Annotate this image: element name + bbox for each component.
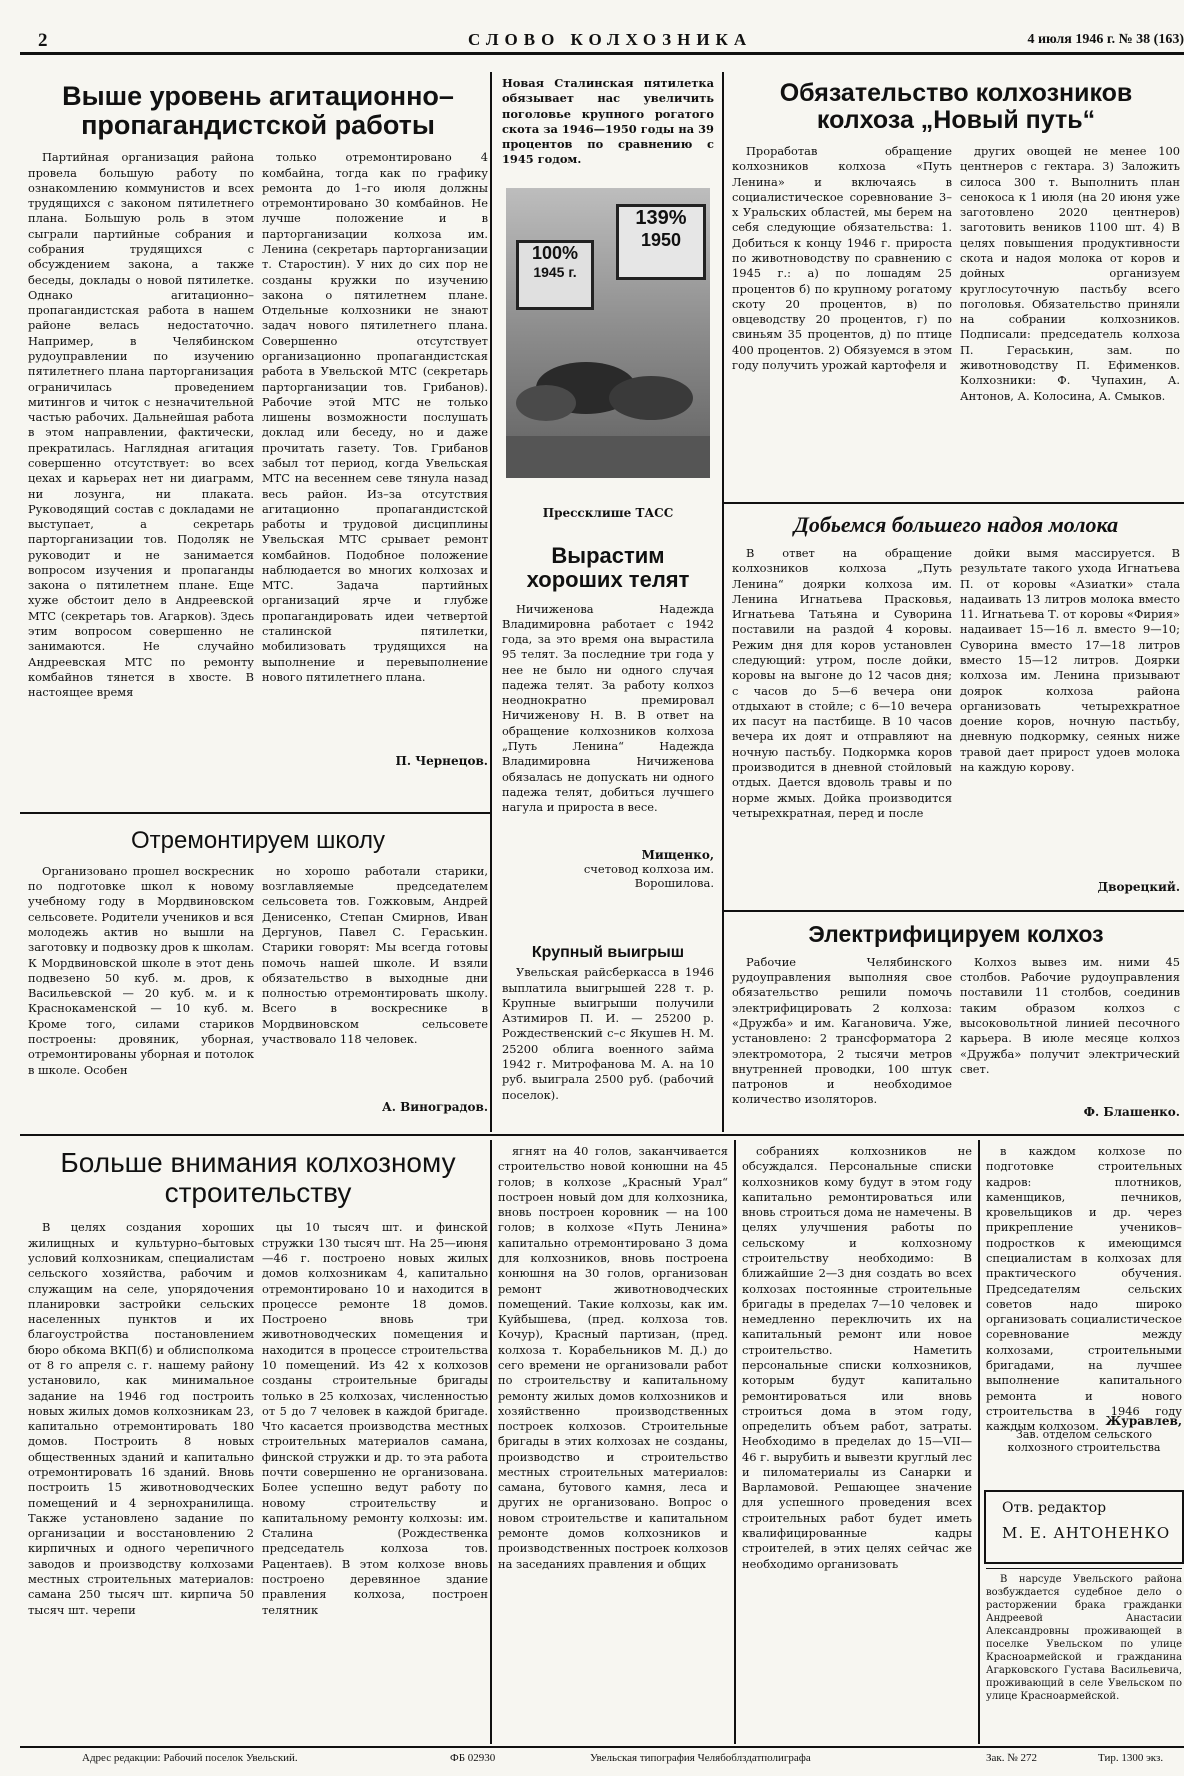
editor-name: М. Е. АНТОНЕНКО (1002, 1524, 1171, 1542)
article-signature-role: Зав. отделом сельского колхозного строительства (1007, 1428, 1161, 1454)
article-construction-col3 (498, 1144, 728, 1742)
article-construction-left (28, 1142, 488, 1742)
article-signature: А. Виноградов. (382, 1099, 488, 1114)
article-title: Выше уровень агитационно–пропагандистской работы (62, 81, 454, 141)
column-rule (490, 1140, 492, 1744)
article-text: Увельская райсберкасса в 1946 выплатила выигрышей 228 т. р. Крупные выигрыши получили Азтимиров П. И. — 25200 р. Рождественский с–с Якушев Н. М. 25200 облига военного займа 1942 г. Митрофанова М. А. на 10 руб. выиграла 2500 руб. (рабочий поселок). (502, 965, 714, 1102)
article-column: цы 10 тысяч шт. и финской стружки 130 тысяч шт. На 25—июня—46 г. построено новых жилых домов колхозникам 4, капитально отремонтировано 10 и находится в процессе ремонте 18 домов. Построено вновь три животноводческих помещения и находится в процессе строительства 10 помещений. Из 42 х колхозов созданы строительные бригады только в 25 колхозах, численностью от 5 до 7 человек в каждой бригаде. Что касается производства местных строительных материалов самана, финской стружки и др. то эта работа почти совершенно не организована. Более успешно ведут работу по новому строительству и капитальному ремонту колхозы: им. Сталина (Рождественка председатель колхоза тов. Рацентаев). В этом колхозе вновь построено деревянное здание правления колхоза, построен телятник (262, 1220, 488, 1617)
photo-block (502, 76, 714, 526)
column-rule (722, 72, 724, 1132)
footer-code: ФБ 02930 (450, 1752, 496, 1764)
article-column: В ответ на обращение колхозников колхоза „Путь Ленина“ доярки колхоза им. Ленина Игнатьева Прасковья, Игнатьева Татьяна и Суворина поставили на раздой 4 коровы. Режим дня для коров установлен следующий: утром, после дойки, коровы на выгоне до 12 часов дня; с часов до 5—6 вечера они отдыхают в стойле; с 6—10 вечера их пасут на пастбище. В 10 часов вечера их доят и отправляют на ночную пастьбу. Подкормка коров производится в дневной стойловый отдых. Дается вдоволь травы и по норме жмых. Дойка производится четырехкратная, перед и после (732, 546, 952, 820)
article-signature: Мищенко, (641, 847, 714, 862)
article-title: Крупный выигрыш (531, 944, 685, 961)
footer-run: Тир. 1300 экз. (1098, 1752, 1164, 1764)
article-column: Партийная организация района провела большую работу по ознакомлению коммунистов и всех трудящихся с законом пятилетнего плана. Большую роль в этом сыграли партийные собрания и собрания трудящихся с обсуждением закона, а также беседы, доклады о новой пятилетке. Однако агитационно–пропагандистская работа в нашем районе велась недостаточно. Например, в Челябинском рудоуправлении по изучению пятилетнего плана парторганизация ограничилась проведением митингов и читок с незначительной частью рабочих. Дальнейшая работа в этом направлении, фактически, прекратилась. Наглядная агитация совершенно отсутствует: во всех цехах и карьерах нет ни диаграмм, ни лозунга, ни плаката. Руководящий состав с докладами не выступает, а секретарь парторганизации тов. Подоляк не руководит и не занимается вопросом изучения и пропаганды закона о пятилетнем плане. Еще хуже обстоит дело в Андреевской МТС (секретарь тов. Агарков). Здесь этим вопросом совершенно не занимаются. Не случайно Андреевская МТС по ремонту комбайнов тянется в хвосте. В настоящее время (28, 150, 254, 700)
article-column: В целях создания хороших жилищных и культурно–бытовых условий колхозникам, специалистам сельского хозяйства, рабочим и служащим на селе, упорядочения планировки застройки сельских населенных пунктов и их благоустройства постановлением бюро обкома ВКП(б) и облисполкома от 8 го апреля с. г. нашему району установило, как минимальное задание на 1946 год построить новых жилых домов колхозникам 23, капитально отремонтировать 180 домов. Построить 8 новых общественных зданий и капитально отремонтировать 16 зданий. Вновь построить 15 животноводческих помещений и 4 зернохранилища. Также установлено задание по организации и восстановлению 2 кирпичных и одного черепичного заводов и производству колхозами местных строительных материалов: самана 250 тысяч шт. кирпича 50 тысяч шт. черепи (28, 1220, 254, 1617)
column-rule (734, 1140, 736, 1744)
article-signature: Журавлев, (1105, 1414, 1182, 1428)
footer-order: Зак. № 272 (986, 1752, 1037, 1764)
column-rule (978, 1140, 980, 1744)
article-column: в каждом колхозе по подготовке строительных кадров: плотников, каменщиков, печников, кровельщиков и др. через прикрепление учеников–подростков к имеющимся специалистам в колхозах для практического обучения. Председателям сельских советов надо широко организовать социалистическое соревнование между колхозами, строительными бригадами, на лучшее выполнение капитального ремонта и нового строительства в 1946 году каждым колхозом. (986, 1144, 1182, 1434)
article-text: Ничиженова Надежда Владимировна работает с 1942 года, за это время она вырастила 95 телят. За последние три года у нее не было ни одного случая падежа телят. За работу колхоз неоднократно премировал Ничиженову Н. В. В ответ на обращение колхозников колхоза „Путь Ленина“ Надежда Владимировна Ничиженова обязалась не допускать ни одного падежа телят, добиться лучшего нагула и прироста в весе. (502, 601, 714, 815)
article-signature: П. Чернецов. (395, 754, 488, 769)
article-electrify (732, 918, 1180, 1130)
article-construction-col4 (742, 1144, 972, 1742)
section-rule (724, 910, 1184, 912)
notice-text: В нарсуде Увельского района возбуждается судебное дело о расторжении брака гражданки Андреевой Анастасии Александровны проживающей в поселке Увельском по улице Красноармейской и гражданина Агарковского Густава Васильевича, проживающий в селе Увельском по улице Красноармейской. (986, 1574, 1182, 1702)
editor-label: Отв. редактор (1002, 1500, 1107, 1516)
article-signature: Дворецкий. (1097, 880, 1180, 894)
article-school (28, 822, 488, 1130)
article-column: Проработав обращение колхозников колхоза «Путь Ленина» и включаясь в социалистическое соревнование 3–х Уральских областей, мы берем на себя следующие обязательства: 1. Добиться к концу 1946 г. прироста по животноводству по сравнению с 1945 г.: а) по лошадям 25 процентов б) по крупному рогатому скоту 20 процентов, в) по овцеводству 20 процентов, г) по свиньям 35 процентов, д) по птице 400 процентов. 2) Обязуемся в этом году получить урожай картофеля и (732, 144, 952, 372)
article-title: Больше внимания колхозному строительству (60, 1147, 456, 1209)
article-column: ягнят на 40 голов, заканчивается строительство новой конюшни на 45 голов; в колхозе „Красный Урал“ построен новый дом для колхозника, вновь построен коровник — на 100 голов; в колхозе «Путь Ленина» капитально отремонтировано 3 дома для колхозников, вновь построена конюшня на 30 голов, организован ремонт животноводческих помещений. Такие колхозы, как им. Куйбышева, (пред. колхоза тов. Кочур), Красный партизан, (пред. колхоза т. Корабельников М. Д.) до сего времени не организовали работ по строительству и капитальному ремонту жилых домов колхозников и хозяйственно производственных построек колхозов. Строительные бригады в этих колхозах не созданы, производство и строительство местных строительных материалов: самана, бутового камня, леса и других не организовано. Вопрос о новом строительстве и капитальном ремонте домов колхозников и производственных построек колхозов на заседаниях правления и общих (498, 1144, 728, 1571)
photo-sign-percent: 139% (635, 207, 687, 229)
footer-address: Адрес редакции: Рабочий поселок Увельский. (82, 1752, 298, 1764)
article-title: Электрифицируем колхоз (808, 921, 1104, 947)
article-column: дойки вымя массируется. В результате такого ухода Игнатьева П. от коровы «Азиатки» стала надаивать 13 литров молока вместо 11. Игнатьева Т. от коровы «Фирия» надаивает 15—16 л. вместо 9—10; Суворина вместо 17—18 литров вместо 15—12 литров. Доярки колхоза им. Ленина призывают доярок колхоза района организовать четырехкратное доение коров, ночную пастьбу, дневную подкормку, сеяных ниже травой дает прирост удоев молока на каждую корову. (960, 546, 1180, 774)
article-column: собраниях колхозников не обсуждался. Персональные списки колхозников кому будут в этом году капитально ремонтироваться или вновь строиться дома не намечены. В целях улучшения работы по сельскому и колхозному строительству необходимо: В ближайшие 2—3 дня создать во всех колхозах постоянные строительные бригады в пределах 7—10 человек и немедленно переключить их на капитальный ремонт или новое строительство. Наметить персональные списки колхозников, которым будут капитально ремонтироваться или вновь строиться дома в этом году, определить объем работ, затраты. Необходимо в пределах до 15—VII—46 г. вырубить и вывезти круглый лес и пиломатериалы из Санарки и Варламовой. Решающее значение для успешного проведения всех строительных работ будет иметь квалифицированные кадры строителей, в этих целях сейчас же необходимо организовать (742, 1144, 972, 1571)
masthead (20, 30, 1184, 55)
article-signature: Ф. Блашенко. (1083, 1104, 1180, 1119)
article-lottery (502, 940, 714, 1130)
article-obligation (732, 76, 1180, 500)
article-column: но хорошо работали старики, возглавляемые председателем сельсовета тов. Гожковым, Андрей Денисенко, Степан Смирнов, Иван Дергунов, Павел С. Гераськин. Старики говорят: Мы всегда готовы помочь нашей школе. И взяли обязательство в выходные дни полностью отремонтировать школу. Всего в воскреснике в Мордвиновском сельсовете участвовало 118 человек. (262, 863, 488, 1046)
article-calves (502, 540, 714, 920)
article-title: Обязательство колхозников колхоза „Новый путь“ (779, 79, 1133, 134)
article-column: только отремонтировано 4 комбайна, тогда как по графику ремонта до 1–го июля должны отремонтировано 30 комбайнов. Не лучше положение и в парторганизации колхоза им. Ленина (секретарь парторганизации т. Старостин). У них до сих пор не созданы кружки по изучению закона о пятилетнем плане. Отдельные колхозники не знают задач нового пятилетнего плана. Совершенно отсутствует организационно пропагандистская работа в Увельской МТС (секретарь парторганизации тов. Грибанов). Рабочие этой МТС не только лишены возможности послушать доклад или беседу, но и даже прочитать газету. Тов. Грибанов забыл тот период, когда Увельская МТС на весеннем севе тянула назад весь район. Из–за отсутствия агитационно пропагандистской работы и трудовой дисциплины Увельская МТС срывает ремонт комбайнов. Подобное положение наблюдается во многих колхозах и МТС. Задача партийных организаций ярче и глубже пропагандировать идеи четвертой сталинской пятилетки, мобилизовать трудящихся на выполнение и перевыполнение нового пятилетнего плана. (262, 150, 488, 684)
section-rule (20, 1134, 1184, 1136)
editor-box (984, 1490, 1184, 1564)
article-column: Колхоз вывез им. ними 45 столбов. Рабочие рудоуправления поставили 11 столбов, соединив таким образом колхоз с высоковольтной линией песочного карьера. В июле месяце колхоз «Дружба» получит электрический свет. (960, 954, 1180, 1076)
section-rule (724, 502, 1184, 504)
court-notice (986, 1568, 1182, 1743)
article-signature-role: счетовод колхоза им. Ворошилова. (583, 861, 714, 890)
article-title: Вырастим хороших телят (526, 543, 690, 592)
photo-sign-year: 1945 г. (533, 264, 577, 280)
footer (20, 1746, 1184, 1770)
article-column: Организовано прошел воскресник по подготовке школ к новому учебному году в Мордвиновском сельсовете. Родители учеников и вся молодежь актив но вышли на заготовку и подвозку дров к школам. К Мордвиновской школе в этот день подвезено 50 куб. м. дров, к Васильевской — 20 куб. м. и к Краснокаменской — 10 куб. м. Кроме того, силами стариков построены: дровяник, уборная, отремонтированы уборная и потолок в школе. Особен (28, 863, 254, 1077)
article-construction-col5 (986, 1144, 1182, 1484)
photo-caption: Новая Сталинская пятилетка обязывает нас увеличить поголовье крупного рогатого скота за 1946—1950 годы на 39 процентов по сравнению с 1945 годом. (502, 76, 714, 167)
cattle-photo (506, 188, 710, 478)
article-column: Рабочие Челябинского рудоуправления выполняя свое обязательство решили помочь электрифицировать 2 колхоза: «Дружба» и им. Кагановича. Уже, установлено: 2 трансформатора 2 электромотора, 2 тысячи метров внутренней проводки, 100 штук патронов и необходимое количество изоляторов. (732, 954, 952, 1107)
article-column: других овощей не менее 100 центнеров с гектара. 3) Заложить силоса 300 т. Выполнить план сенокоса к 1 июля (на 20 июня уже заготовлено 2020 центнеров) заготовить веников 1100 шт. 4) В целях повышения продуктивности скота и надоя молока от коров и дойных организуем круглосуточную пастьбу всего поголовья. Обязательство приняли на собрании колхозников. Подписали: председатель колхоза П. Гераськин, зам. по животноводству П. Ефименков. Колхозники: Ф. Чупахин, А. Антонов, А. Колосина, А. Смыков. (960, 144, 1180, 403)
article-milk (732, 508, 1180, 906)
section-rule (20, 812, 490, 814)
cattle-illustration (506, 188, 710, 478)
newspaper-title: СЛОВО КОЛХОЗНИКА (468, 30, 753, 49)
footer-press: Увельская типография Челябоблздатполиграфа (590, 1752, 811, 1764)
article-title: Добьемся большего надоя молока (793, 512, 1119, 537)
photo-sign-year: 1950 (640, 230, 682, 250)
photo-sign-percent: 100% (531, 243, 579, 263)
issue-date: 4 июля 1946 г. № 38 (163) (1027, 32, 1184, 47)
column-rule (490, 72, 492, 1132)
article-agitation (28, 76, 488, 810)
article-title: Отремонтируем школу (130, 827, 386, 854)
photo-credit: Прессклише ТАСС (542, 506, 674, 520)
page-number: 2 (38, 30, 48, 51)
